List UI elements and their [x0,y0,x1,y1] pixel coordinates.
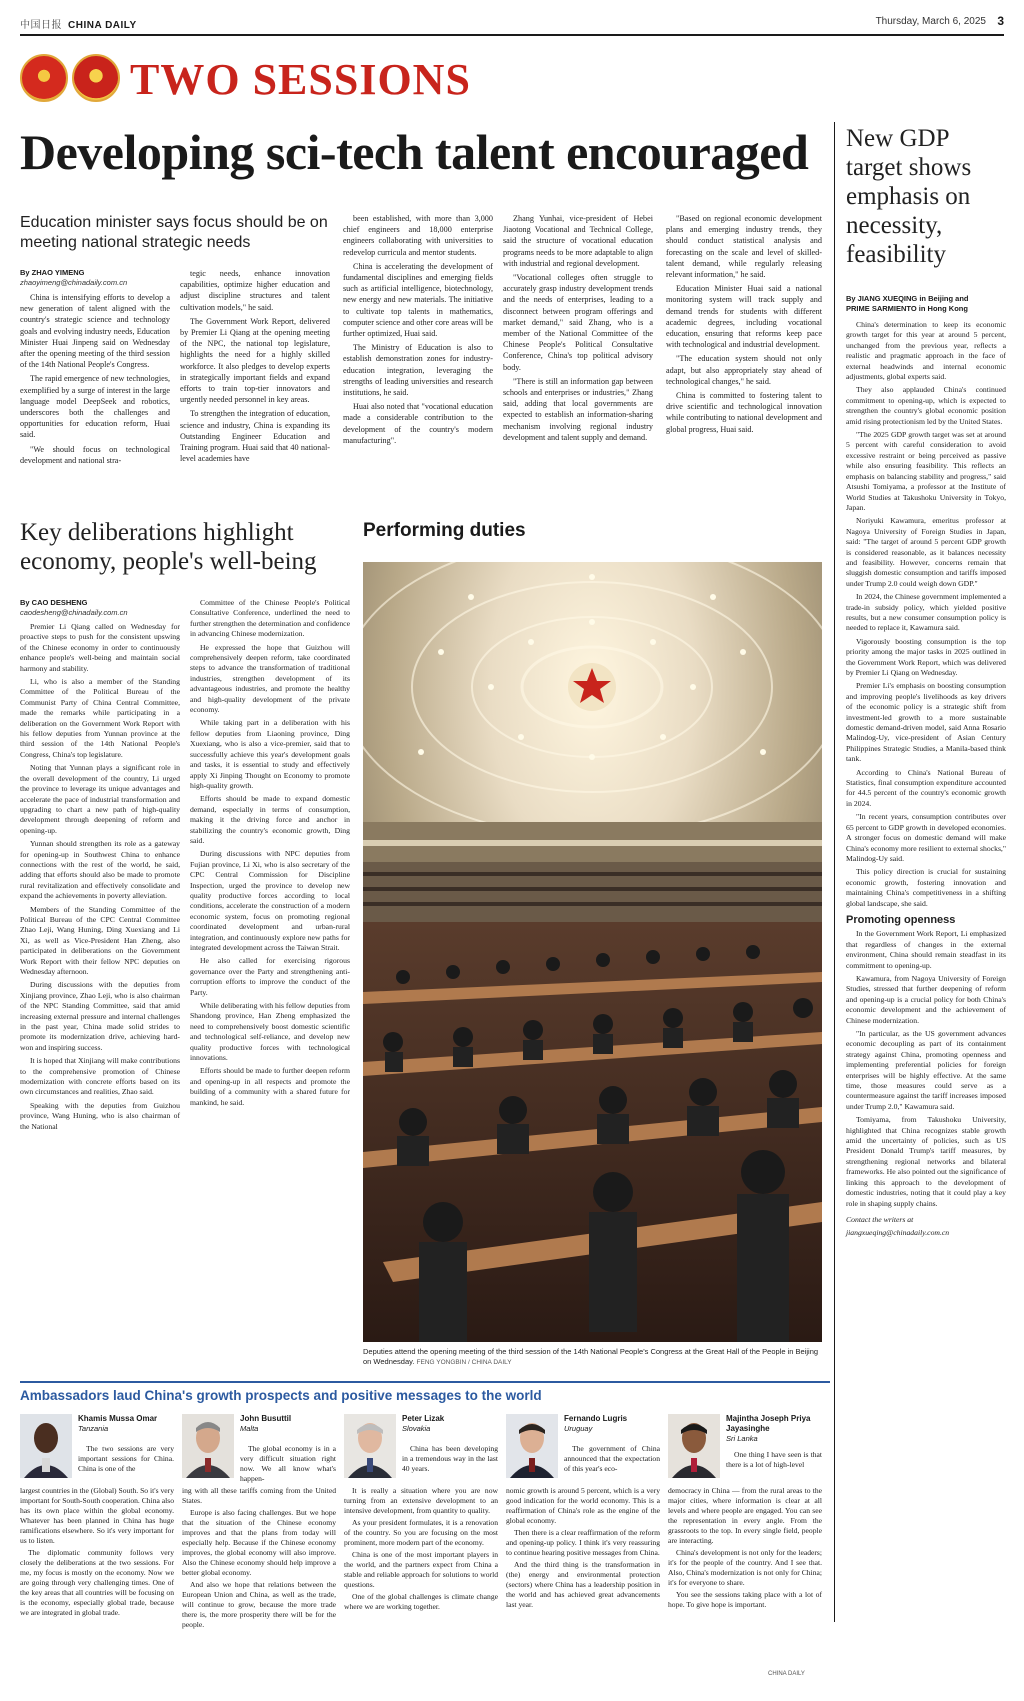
caption-text: Deputies attend the opening meeting of the third session of the 14th National People's Congress at the Great Hall of the People in Beijing on Wednesday. [363,1347,819,1366]
paragraph: And the third thing is the transformation in (the) energy and environmental protection (sectors) where China has a leadership position in the world and has achieved great advancements last year. [506,1560,660,1609]
masthead-brand-cn: 中国日报 [20,20,62,31]
paragraph: Efforts should be made to expand domestic demand, especially in terms of consumption, making it the driving force and anchor in stabilizing the country's economic growth, Ding said. [190,794,350,845]
paragraph: China has been developing in a tremendous way in the last 40 years. [402,1444,498,1473]
ambassador-quote [20,1486,174,1620]
paragraph: The diplomatic community follows very closely the deliberations at the two sessions. For me, my focus is mostly on the economy. Now we are going through very challenging times. One of the key areas that all countries will be focusing on is the economy, especially global trade, because we are integrated in global trade. [20,1548,174,1617]
paragraph: China's determination to keep its economic growth target for this year at around 5 percent, unchanged from the previous year, reflects a realistic and pragmatic approach in the face of external headwinds and internal economic adjustments, global experts said. [846,320,1006,382]
paragraph: One of the global challenges is climate change where we are working together. [344,1592,498,1611]
page-number: 3 [997,14,1004,28]
paragraph: China is one of the most important players in the world, and the partners expect from China a stable and reliable approach for solutions to world questions. [344,1550,498,1589]
paragraph: While deliberating with his fellow deputies from Shandong province, Han Zheng emphasized the need to comprehensively boost domestic scientific and technological self-reliance, and develop new quality productive forces with technological innovations. [190,1001,350,1063]
paragraph: Yunnan should strengthen its role as a gateway for opening-up in Southwest China to enhance connections with the rest of the world, he said, adding that efforts should also be made to promote rural revitalization and effectively consolidate and expand the achievements in poverty alleviation. [20,839,180,901]
photo-credit: FENG YONGBIN / CHINA DAILY [416,1359,512,1366]
paragraph: democracy in China — from the rural areas to the major cities, where information is clear at all levels and where people are engaged. You can see the representation in every angle. From the grassroots to the top. In every single field, people are interacting. [668,1486,822,1545]
paragraph: One thing I have seen is that there is a lot of high-level [726,1450,822,1469]
second-headline: Key deliberations highlight economy, people's well-being [20,519,317,575]
lead-byline [20,268,170,288]
paragraph: "There is still an information gap between schools and enterprises or industries," Zhang said, adding that local governments are expected to establish an information-sharing mechanism involving regional industry development and talent supply and demand. [503,376,653,442]
masthead-brand [20,16,137,31]
masthead [20,14,1004,32]
ambassador-item [344,1414,498,1684]
ambassador-quote-start [78,1444,174,1476]
paragraph: Li, who is also a member of the Standing Committee of the Political Bureau of the Communist Party of China Central Committee, made the remarks while participating in a deliberation on the Government Work Report with his fellow deputies from Yunnan province at the third session of the 14th National People's Congress, China's top legislature. [20,677,180,759]
ambassador-item [668,1414,822,1684]
ambassador-item [20,1414,174,1684]
side-subhead: Promoting openness [846,913,956,926]
ambassador-item [182,1414,336,1684]
right-column-divider [834,122,835,1622]
paragraph: The global economy is in a very difficult situation right now. We all know what's happen- [240,1444,336,1483]
paragraph: Education Minister Huai said a national monitoring system will track supply and demand trends for students with different academic degrees, including vocational education, ensuring that reforms keep pace with technological and industrial development. [666,284,822,350]
paragraph: "The 2025 GDP growth target was set at around 5 percent with careful consideration to avoid excessive restraint or being perceived as passive while also ensuring feasibility. This reflects an emphasis on balancing stability and progress," said Atsushi Tomiyama, a professor at the Institute of World Studies at Takushoku University in Tokyo, Japan. [846,430,1006,512]
side-byline [846,294,1006,314]
paragraph: The Ministry of Education is also to establish demonstration zones for industry-education integration, leveraging the strengths of leading universities and research institutions, he said. [343,343,493,398]
masthead-brand-name: CHINA DAILY [68,20,137,31]
paragraph: "In particular, as the US government advances economic decoupling as part of its containment strategy against China, promoting openness and implementing preferential policies for foreign enterprises will be highly effective. At the same time, those measures could serve as a countermeasure against the tariff increases imposed under Trump 2.0," Kawamura said. [846,1029,1006,1111]
ambassador-portrait [20,1414,72,1478]
paragraph: This policy direction is crucial for sustaining economic growth, fostering innovation and maintaining China's competitiveness in a shifting global landscape, she said. [846,867,1006,908]
paragraph: Noriyuki Kawamura, emeritus professor at Nagoya University of Foreign Studies in Japan, said: "The target of around 5 percent GDP growth is considered reasonable, as it balances necessity and feasibility. However, concerns remain that sluggish domestic consumption and tariffs imposed under Trump 2.0 could weigh down GDP." [846,516,1006,588]
paragraph: nomic growth is around 5 percent, which is a very good indication for the world economy. This is a reaffirmation of China's role as the engine of the global economy. [506,1486,660,1525]
paragraph: "The education system should not only adapt, but also appropriately stay ahead of technological changes," he said. [666,354,822,386]
paragraph: Kawamura, from Nagoya University of Foreign Studies, stressed that further deepening of reform and opening-up is a crucial policy for both China's economic development and the achievement of Chinese modernization. [846,973,1006,1025]
paragraph: been established, with more than 3,000 chief engineers and 18,000 enterprise engineers collaborating with universities to redevelop curricula and mentor students. [343,214,493,257]
side-column [846,320,1006,1665]
paragraph: While taking part in a deliberation with his fellow deputies from Liaoning province, Ding Xuexiang, who is also a vice-premier, said that to successfully achieve this year's development goals and tasks, it is essential to study and effectively apply Xi Jinping Thought on Economy to promote high-quality growth. [190,718,350,790]
second-column-1 [20,622,180,1374]
second-byline-name: By CAO DESHENG [20,598,88,607]
paragraph: Zhang Yunhai, vice-president of Hebei Jiaotong Vocational and Technical College, said the structure of vocational education programs needs to be more adaptable to align with industrial and regional development. [503,214,653,268]
contact-line: Contact the writers at [846,1214,914,1224]
ambassador-quote [668,1486,822,1612]
paragraph: Speaking with the deputies from Guizhou province, Wang Huning, who is also chairman of the National [20,1100,180,1131]
side-byline-line-1: By JIANG XUEQING in Beijing and [846,294,969,303]
ambassador-country: Uruguay [564,1424,593,1433]
side-headline: New GDP target shows emphasis on necessity, feasibility [846,125,972,268]
ambassador-country: Slovakia [402,1424,431,1433]
paragraph: As your president formulates, it is a renovation of the country. So you are focusing on the most prominent, more modern part of the economy. [344,1518,498,1547]
second-byline [20,598,180,618]
lead-column-4 [503,213,653,508]
ambassadors-band [20,1381,830,1407]
great-hall-photo [363,562,822,1342]
paragraph: The rapid emergence of new technologies, exemplified by a surge of interest in the large language model DeepSeek and robotics, underscores both the challenges and opportunities for education reform, Huai said. [20,374,170,440]
paragraph: Efforts should be made to further deepen reform and opening-up in all respects and promote the building of a community with a shared future for mankind, he said. [190,1066,350,1107]
paragraph: In 2024, the Chinese government implemented a trade-in subsidy policy, which yielded positive results, but a new consumer consumption policy is needed to replace it, Kawamura said. [846,592,1006,633]
ambassador-quote-start [564,1444,660,1476]
side-byline-line-2: PRIME SARMIENTO in Hong Kong [846,304,968,313]
paragraph: Tomiyama, from Takushoku University, highlighted that China recognizes stable growth amid the uncertainty of policies, such as US President Donald Trump's tariff measures, by strengthening regional networks and bilateral frameworks. He also pointed out the significance of linking this approach to the development of domestic industries, noting that it could play a key role in shaping supply chains. [846,1115,1006,1208]
paragraph: He also called for exercising rigorous governance over the Party and strengthening anti-corruption efforts to improve the conduct of the Party. [190,956,350,997]
ambassador-name: John Busuttil [240,1414,292,1423]
portrait-illustration [506,1414,558,1478]
portrait-illustration [668,1414,720,1478]
ambassador-name: Peter Lizak [402,1414,445,1423]
paragraph: During discussions with NPC deputies from Fujian province, Li Xi, who is also secretary of the CPC Central Commission for Discipline Inspection, urged the province to develop new quality productive forces according to local conditions, accelerate the construction of a modern economic system, focus on promoting regional coordinated development and urban-rural integration, and continuously explore new paths for integrated development across the Taiwan Strait. [190,849,350,952]
section-title: TWO SESSIONS [130,55,471,104]
ambassador-quote-start [726,1450,822,1472]
ambassador-country: Malta [240,1424,259,1433]
lead-headline: Developing sci-tech talent encouraged [20,124,809,180]
paragraph: They also applauded China's continued commitment to opening-up, which is expected to strengthen the country's global economic position amid rising protectionism led by the United States. [846,385,1006,426]
ambassador-quote-start [402,1444,498,1476]
paragraph: "We should focus on technological development and national stra- [20,444,170,465]
ambassador-country: Tanzania [78,1424,109,1433]
paragraph: Vigorously boosting consumption is the top priority among the major tasks in 2025 outlined in the Government Work Report, which was delivered by Premier Li Qiang on Wednesday. [846,636,1006,677]
paragraph: And also we hope that relations between the European Union and China, as well as the trade, will continue to grow, because the more trade there is, the more prosperity there will be for the people. [182,1580,336,1629]
paragraph: "In recent years, consumption contributes over 65 percent to GDP growth in developed economies. A stronger focus on domestic demand will make China's economy more resilient to external shocks," Malindog-Uy said. [846,812,1006,863]
ambassador-item [506,1414,660,1684]
ambassador-quote [506,1486,660,1612]
paragraph: Premier Li's emphasis on boosting consumption and improving people's livelihoods as key drivers of the economic policy is a strategic shift from investment-led growth to a more sustainable domestic demand-driven model, said Anna Rosario Malindog-Uy, vice-president of Asian Century Philippines Strategic Studies, a Manila-based think tank. [846,681,1006,764]
paragraph: "Vocational colleges often struggle to accurately grasp industry development trends and the needs of enterprises, leading to a disconnect between program offerings and market demand," said Zhang, who is a member of the National Committee of the Chinese People's Political Consultative Conference, China's top political advisory body. [503,273,653,372]
paragraph: China is intensifying efforts to develop a new generation of talent aligned with the country's strategic science and technology goals and evolving industry needs, Education Minister Huai Jinpeng said on Wednesday after the opening meeting of the third session of the 14th National People's Congress. [20,293,170,370]
ambassador-quote [344,1486,498,1614]
section-header [20,52,620,108]
paragraph: The Government Work Report, delivered by Premier Li Qiang at the opening meeting of the NPC, the national top legislature, highlights the need for a highly skilled workforce. It also pledges to develop experts in strategically important fields and expand efforts to train top-tier innovators and urgently needed personnel in key areas. [180,316,330,405]
ambassador-portrait [344,1414,396,1478]
paragraph: Noting that Yunnan plays a significant role in the overall development of the country, Li urged the province to leverage its unique advantages and accelerate the pace of industrial transformation and upgrading to chart a new path of high-quality development through deepening of reform and opening-up. [20,763,180,835]
paragraph: In the Government Work Report, Li emphasized that regardless of changes in the external environment, China should remain steadfast in its commitment to opening-up. [846,929,1006,970]
paragraph: The government of China announced that the expectation of this year's eco- [564,1444,660,1473]
paragraph: largest countries in the (Global) South. So it's very important for South-South cooperation. China also has its own place within the global economy. Whatever has been planned in China has huge ramifications elsewhere. So it's very important for us to listen. [20,1486,174,1545]
issue-date: Thursday, March 6, 2025 [875,16,986,27]
cppcc-emblem-icon [72,54,120,102]
portrait-illustration [20,1414,72,1478]
great-hall-illustration [363,562,822,1342]
ambassador-quote-start [240,1444,336,1486]
ambassador-portrait [668,1414,720,1478]
ambassador-portrait [506,1414,558,1478]
ambassador-name: Khamis Mussa Omar [78,1414,158,1423]
paragraph: Then there is a clear reaffirmation of the reform and opening-up policy. I think it's very reassuring to continue hearing positive messages from China. [506,1528,660,1557]
lead-column-1 [20,292,170,508]
second-byline-email: caodesheng@chinadaily.com.cn [20,608,128,617]
lead-column-3 [343,213,493,508]
paragraph: Premier Li Qiang called on Wednesday for proactive steps to push for the consistent upswing of the Chinese economy in order to continuously enhance people's well-being and maintain social harmony and stability. [20,622,180,673]
paragraph: During discussions with the deputies from Xinjiang province, Zhao Leji, who is also chairman of the NPC Standing Committee, said that amid increasing external pressure and internal challenges in the past year, China made solid strides to promote its modernization drive, achieving hard-won and inspiring success. [20,980,180,1052]
paragraph: It is really a situation where you are now turning from an extensive development to an intensive development, from quantity to quality. [344,1486,498,1515]
second-column-2 [190,598,350,1374]
paragraph: The two sessions are very important sessions for China. China is one of the [78,1444,174,1473]
paragraph: Europe is also facing challenges. But we hope that the situation of the Chinese economy improves and that the plans from today will especially help. Because if the Chinese economy improves, the global economy will also improve. Also the Chinese economy should help improve a better global economy. [182,1508,336,1577]
paragraph: Huai also noted that "vocational education made a considerable contribution to the development of the country's modern manufacturing". [343,402,493,445]
paragraph: You see the sessions taking place with a lot of hope. To give hope is important. [668,1590,822,1609]
ambassadors-credit: CHINA DAILY [768,1671,805,1677]
paragraph: ing with all these tariffs coming from the United States. [182,1486,336,1505]
masthead-rule [20,34,1004,36]
paragraph: China's development is not only for the leaders; it's for the people of the country. And I see that. Also, China's modernization is not only for China; it's for everyone to share. [668,1548,822,1587]
lead-column-2 [180,268,330,508]
lead-deck: Education minister says focus should be on meeting national strategic needs [20,214,328,251]
contact-email: jiangxueqing@chinadaily.com.cn [846,1228,950,1238]
lead-column-5 [666,213,822,508]
lead-byline-name: By ZHAO YIMENG [20,268,85,277]
ambassador-quote [182,1486,336,1632]
paragraph: China is committed to fostering talent to drive scientific and technological innovation while contributing to national development and global progress, Huai said. [666,391,822,434]
paragraph: He expressed the hope that Guizhou will comprehensively deepen reform, take coordinated steps to advance the transformation of traditional industries, strengthen development of its advantageous industries, and promote the healthy and high-quality development of the private economy. [190,642,350,715]
paragraph: Members of the Standing Committee of the Political Bureau of the CPC Central Committee Zhao Leji, Wang Huning, Ding Xuexiang and Li Xi, as well as Vice-President Han Zheng, also participated in deliberations on the Government Work Report with their fellow NPC deputies on Wednesday afternoon. [20,904,180,976]
paragraph: According to China's National Bureau of Statistics, final consumption expenditure accounted for 44.5 percent of the country's economic growth in 2024. [846,767,1006,808]
paragraph: tegic needs, enhance innovation capabilities, optimize higher education and adjust discipline structures and talent cultivation models," he said. [180,269,330,312]
ambassadors-title: Ambassadors laud China's growth prospects and positive messages to the world [20,1388,542,1403]
ambassador-portrait [182,1414,234,1478]
paragraph: It is hoped that Xinjiang will make contributions to the comprehensive promotion of Chinese modernization with concrete efforts based on its own circumstances and realities, Zhao said. [20,1056,180,1097]
ambassador-country: Sri Lanka [726,1434,758,1443]
paragraph: China is accelerating the development of fundamental disciplines and emerging fields such as artificial intelligence, biotechnology, new energy and new materials. The initiative to cultivate top talents in mathematics, computer science and other core areas will be further optimized, Huai said. [343,261,493,339]
paragraph: To strengthen the integration of education, science and industry, China is expanding its Outstanding Engineer Education and Training program. Huai said that 40 national-level academies have [180,409,330,464]
photo-title: Performing duties [363,520,526,541]
photo-caption [363,1347,822,1368]
portrait-illustration [182,1414,234,1478]
paragraph: "Based on regional economic development plans and emerging industry trends, they should conduct statistical analysis and forecasting on the scale and level of skilled-talent demand, while regularly releasing relevant information," he said. [666,214,822,280]
ambassador-name: Majintha Joseph Priya Jayasinghe [726,1414,811,1433]
national-emblem-icon [20,54,68,102]
portrait-illustration [344,1414,396,1478]
ambassador-name: Fernando Lugris [564,1414,628,1423]
paragraph: Committee of the Chinese People's Political Consultative Conference, underlined the need to further strengthen the determination and confidence in advancing Chinese modernization. [190,598,350,639]
lead-byline-email: zhaoyimeng@chinadaily.com.cn [20,278,128,287]
